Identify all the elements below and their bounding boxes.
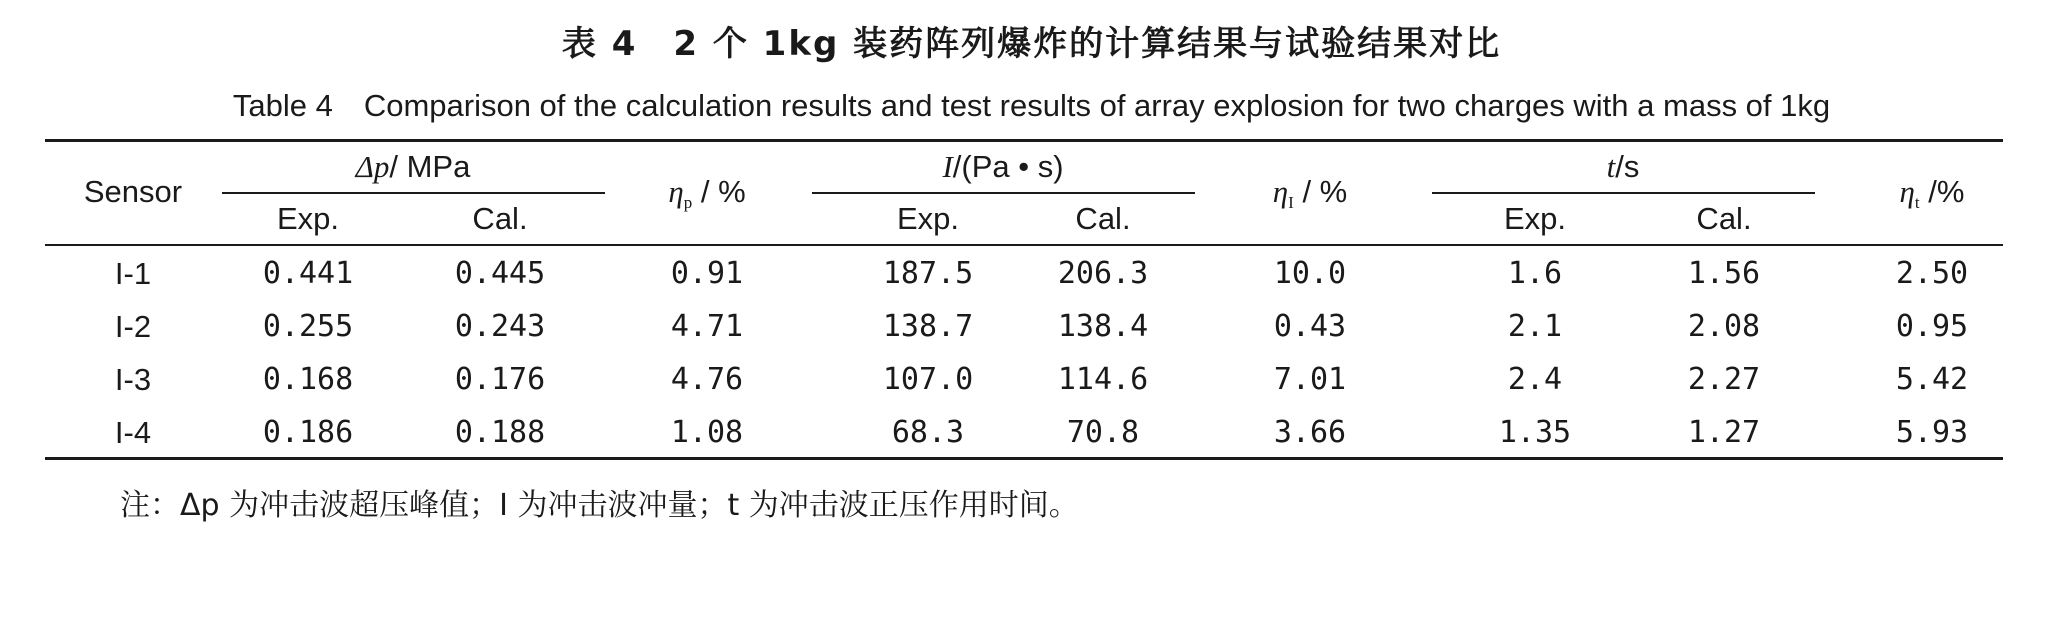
cell-eta-t: 0.95 <box>1895 309 1969 344</box>
cell-eta-t: 5.42 <box>1895 362 1969 397</box>
cell-sensor: I-1 <box>114 256 152 291</box>
cell-sensor: I-3 <box>114 362 152 397</box>
cell-t-cal: 1.56 <box>1687 256 1761 291</box>
header-eta-t: $\eta_t$ /% <box>1899 174 1965 212</box>
cell-t-exp: 2.1 <box>1507 309 1563 344</box>
cell-i-exp: 107.0 <box>882 362 974 397</box>
header-i-exp: Exp. <box>896 201 960 236</box>
cell-i-cal: 70.8 <box>1066 415 1140 450</box>
cell-eta-i: 10.0 <box>1273 256 1347 291</box>
header-dp-cal: Cal. <box>472 201 528 236</box>
cell-dp-cal: 0.188 <box>454 415 546 450</box>
table-top-rule <box>45 139 2003 142</box>
cell-dp-exp: 0.255 <box>262 309 354 344</box>
header-impulse: I/(Pa • s) <box>942 149 1064 184</box>
cell-eta-p: 1.08 <box>670 415 744 450</box>
header-dp-exp: Exp. <box>276 201 340 236</box>
cell-sensor: I-4 <box>114 415 152 450</box>
cell-eta-t: 2.50 <box>1895 256 1969 291</box>
header-i-cal: Cal. <box>1075 201 1131 236</box>
cell-eta-p: 4.76 <box>670 362 744 397</box>
time-group-rule <box>1432 192 1815 194</box>
cell-dp-exp: 0.186 <box>262 415 354 450</box>
cell-t-exp: 2.4 <box>1507 362 1563 397</box>
dp-group-rule <box>222 192 605 194</box>
table-title-english: Table 4 Comparison of the calculation results and test results of array explosion for two charges with a mass of 1kg <box>232 88 1831 123</box>
header-sensor: Sensor <box>83 174 183 209</box>
cell-eta-i: 0.43 <box>1273 309 1347 344</box>
cell-i-exp: 138.7 <box>882 309 974 344</box>
cell-t-cal: 1.27 <box>1687 415 1761 450</box>
table-footnote: 注：Δp 为冲击波超压峰值；I 为冲击波冲量；t 为冲击波正压作用时间。 <box>120 488 1079 523</box>
cell-dp-cal: 0.243 <box>454 309 546 344</box>
cell-i-cal: 114.6 <box>1057 362 1149 397</box>
header-t-cal: Cal. <box>1696 201 1752 236</box>
cell-sensor: I-2 <box>114 309 152 344</box>
header-bottom-rule <box>45 244 2003 246</box>
cell-i-cal: 206.3 <box>1057 256 1149 291</box>
table-bottom-rule <box>45 457 2003 460</box>
cell-dp-exp: 0.168 <box>262 362 354 397</box>
cell-eta-i: 3.66 <box>1273 415 1347 450</box>
cell-t-cal: 2.27 <box>1687 362 1761 397</box>
cell-eta-i: 7.01 <box>1273 362 1347 397</box>
header-time: t/s <box>1606 149 1640 184</box>
cell-eta-p: 0.91 <box>670 256 744 291</box>
header-t-exp: Exp. <box>1503 201 1567 236</box>
cell-eta-t: 5.93 <box>1895 415 1969 450</box>
cell-i-cal: 138.4 <box>1057 309 1149 344</box>
cell-t-exp: 1.35 <box>1498 415 1572 450</box>
cell-eta-p: 4.71 <box>670 309 744 344</box>
table-title-chinese: 表 4 2 个 1kg 装药阵列爆炸的计算结果与试验结果对比 <box>561 24 1502 64</box>
cell-dp-cal: 0.176 <box>454 362 546 397</box>
cell-i-exp: 68.3 <box>891 415 965 450</box>
header-eta-p: $\eta_p$ / % <box>668 174 746 212</box>
header-overpressure: Δp/ MPa <box>355 149 471 184</box>
cell-t-cal: 2.08 <box>1687 309 1761 344</box>
header-eta-i: $\eta_I$ / % <box>1272 174 1348 212</box>
cell-dp-exp: 0.441 <box>262 256 354 291</box>
cell-dp-cal: 0.445 <box>454 256 546 291</box>
cell-i-exp: 187.5 <box>882 256 974 291</box>
cell-t-exp: 1.6 <box>1507 256 1563 291</box>
impulse-group-rule <box>812 192 1195 194</box>
